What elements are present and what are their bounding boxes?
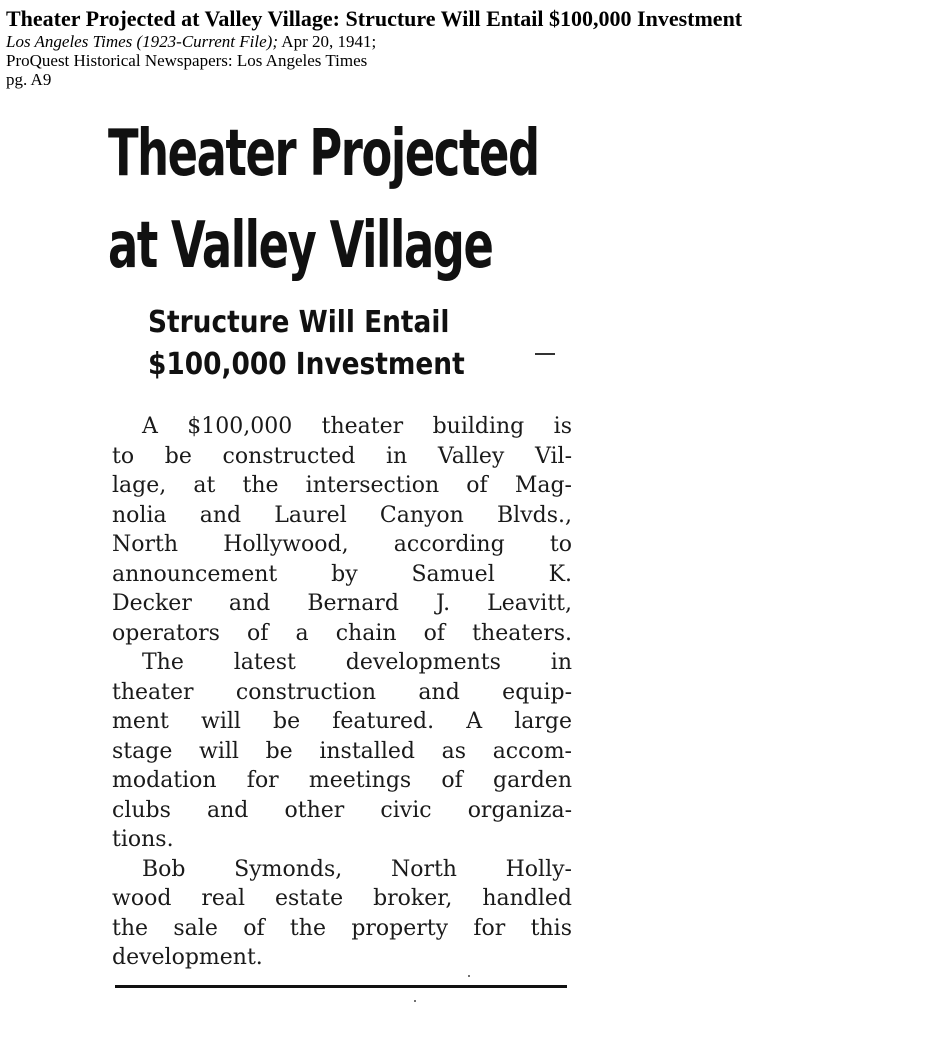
article-subheadline-line: Structure Will Entail (148, 305, 450, 340)
body-line: nolia and Laurel Canyon Blvds., (112, 502, 572, 528)
body-line: modation for meetings of garden (112, 768, 572, 793)
citation-date: Apr 20, 1941; (277, 32, 377, 51)
citation-page: pg. A9 (6, 70, 52, 89)
body-line: theater construction and equip- (112, 679, 572, 705)
body-line: clubs and other civic organiza- (112, 797, 572, 823)
print-mark (535, 353, 555, 355)
body-line: Bob Symonds, North Holly- (142, 856, 572, 882)
body-line: North Hollywood, according to (112, 532, 572, 557)
citation-publication: Los Angeles Times (1923-Current File); (6, 32, 278, 51)
body-line: to be constructed in Valley Vil- (112, 443, 572, 469)
citation-block (6, 6, 742, 89)
citation-headline: Theater Projected at Valley Village: Structure Will Entail $100,000 Investment (6, 6, 743, 31)
article-end-rule (115, 985, 567, 988)
article-headline (108, 108, 539, 292)
article-subheadline-line: $100,000 Investment (148, 347, 465, 382)
body-line: A $100,000 theater building is (142, 414, 572, 439)
article-body (112, 412, 572, 973)
citation-source (6, 32, 742, 51)
article-subheadline (148, 302, 465, 386)
article-headline-line: at Valley Village (108, 209, 493, 283)
body-line: tions. (112, 827, 174, 852)
body-line: Decker and Bernard J. Leavitt, (112, 591, 572, 616)
body-line: operators of a chain of theaters. (112, 620, 572, 646)
body-line: announcement by Samuel K. (112, 561, 572, 587)
body-line: the sale of the property for this (112, 915, 572, 941)
body-line: development. (112, 945, 263, 970)
article-headline-line: Theater Projected (108, 117, 539, 191)
article-clipping (108, 108, 578, 292)
body-line: wood real estate broker, handled (112, 886, 572, 911)
body-line: stage will be installed as accom- (112, 738, 572, 764)
citation-database: ProQuest Historical Newspapers: Los Angeles Times (6, 51, 368, 70)
print-speck (414, 1000, 416, 1002)
print-speck (468, 975, 470, 977)
body-line: The latest developments in (142, 650, 572, 675)
body-line: lage, at the intersection of Mag- (112, 473, 572, 498)
body-line: ment will be featured. A large (112, 709, 572, 734)
